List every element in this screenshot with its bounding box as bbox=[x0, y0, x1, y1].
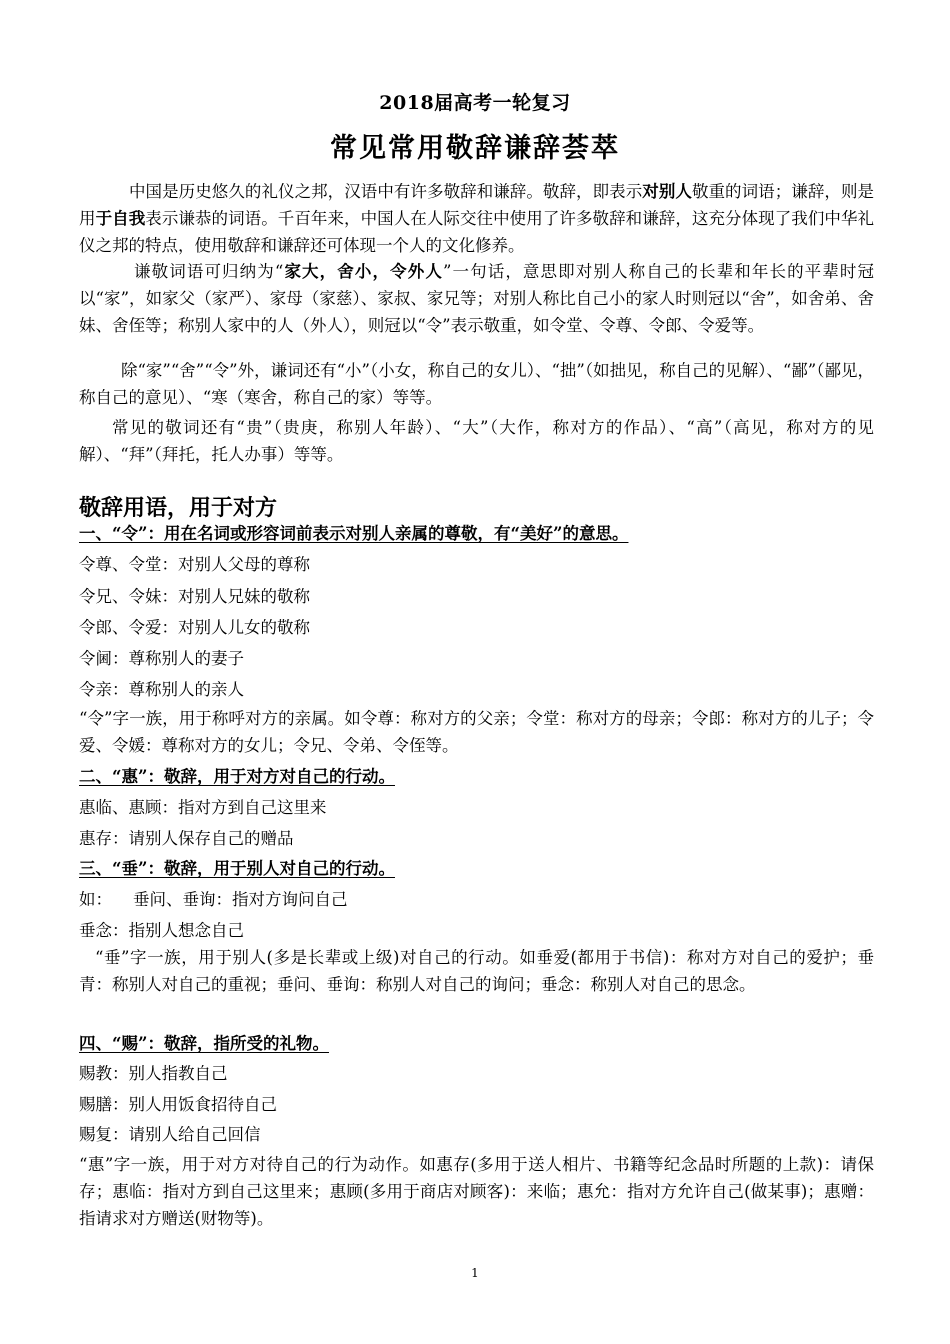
list-item: 令郎、令爱：对别人儿女的敬称 bbox=[79, 618, 310, 637]
list-item: 赐膳：别人用饭食招待自己 bbox=[79, 1095, 277, 1114]
intro-paragraph-3: 除“家”“舍”“令”外，谦词还有“小”（小女，称自己的女儿）、“拙”（如拙见，称自己的见解）、“鄙”（鄙见，称自己的意见）、“寒（寒舍，称自己的家）等等。 bbox=[79, 361, 874, 407]
list-item: 令阃：尊称别人的妻子 bbox=[79, 649, 244, 668]
list-item: 惠存：请别人保存自己的赠品 bbox=[79, 829, 294, 848]
list-item: 赐教：别人指教自己 bbox=[79, 1064, 228, 1083]
list-item: 令尊、令堂：对别人父母的尊称 bbox=[79, 555, 310, 574]
list-item: 赐复：请别人给自己回信 bbox=[79, 1125, 261, 1144]
note-ci: “惠”字一族，用于对方对待自己的行为动作。如惠存(多用于送人相片、书籍等纪念品时所题的上款)：请保存；惠临：指对方到自己这里来；惠顾(多用于商店对顾客)：来临；惠允：指对方允许自己(做某事)；惠赠：指请求对方赠送(财物等)。 bbox=[79, 1155, 874, 1228]
subheading-ling: 一、“令”：用在名词或形容词前表示对别人亲属的尊敬，有“美好”的意思。 bbox=[79, 524, 629, 543]
note-chui: “垂”字一族，用于别人(多是长辈或上级)对自己的行动。如垂爱(都用于书信)：称对方对自己的爱护；垂青：称别人对自己的重视；垂问、垂询：称别人对自己的询问；垂念：称别人对自己的思念。 bbox=[79, 948, 874, 994]
list-item: 如： 垂问、垂询：指对方询问自己 bbox=[79, 890, 348, 909]
note-ling: “令”字一族，用于称呼对方的亲属。如令尊：称对方的父亲；令堂：称对方的母亲；令郎：称对方的儿子；令爱、令媛：尊称对方的女儿；令兄、令弟、令侄等。 bbox=[79, 709, 874, 755]
subheading-hui: 二、“惠”：敬辞，用于对方对自己的行动。 bbox=[79, 767, 395, 786]
list-item: 令亲：尊称别人的亲人 bbox=[79, 680, 244, 699]
intro-paragraph-4: 常见的敬词还有“贵”（贵庚，称别人年龄）、“大”（大作，称对方的作品）、“高”（高见，称对方的见解）、“拜”（拜托，托人办事）等等。 bbox=[79, 418, 874, 464]
list-item: 惠临、惠顾：指对方到自己这里来 bbox=[79, 798, 327, 817]
intro-paragraph-1: 中国是历史悠久的礼仪之邦，汉语中有许多敬辞和谦辞。敬辞，即表示对别人敬重的词语；谦辞，则是用于自我表示谦恭的词语。千百年来，中国人在人际交往中使用了许多敬辞和谦辞，这充分体现了我们中华礼仪之邦的特点，使用敬辞和谦辞还可体现一个人的文化修养。 bbox=[79, 182, 875, 255]
intro-paragraph-2: 谦敬词语可归纳为“家大，舍小，令外人”一句话，意思即对别人称自己的长辈和年长的平辈时冠以“家”，如家父（家严）、家母（家慈）、家叔、家兄等；对别人称比自己小的家人时则冠以“舍”，如舍弟、舍妹、舍侄等；称别人家中的人（外人），则冠以“令”表示敬重，如令堂、令尊、令郎、令爱等。 bbox=[79, 262, 875, 335]
list-item: 令兄、令妹：对别人兄妹的敬称 bbox=[79, 587, 310, 606]
page-number: 1 bbox=[471, 1266, 479, 1280]
list-item: 垂念：指别人想念自己 bbox=[79, 921, 244, 940]
document-supertitle: 2018届高考一轮复习 bbox=[379, 92, 571, 114]
subheading-ci: 四、“赐”：敬辞，指所受的礼物。 bbox=[79, 1034, 329, 1053]
subheading-chui: 三、“垂”：敬辞，用于别人对自己的行动。 bbox=[79, 859, 395, 878]
section-heading: 敬辞用语，用于对方 bbox=[79, 496, 278, 521]
document-title: 常见常用敬辞谦辞荟萃 bbox=[330, 133, 620, 164]
